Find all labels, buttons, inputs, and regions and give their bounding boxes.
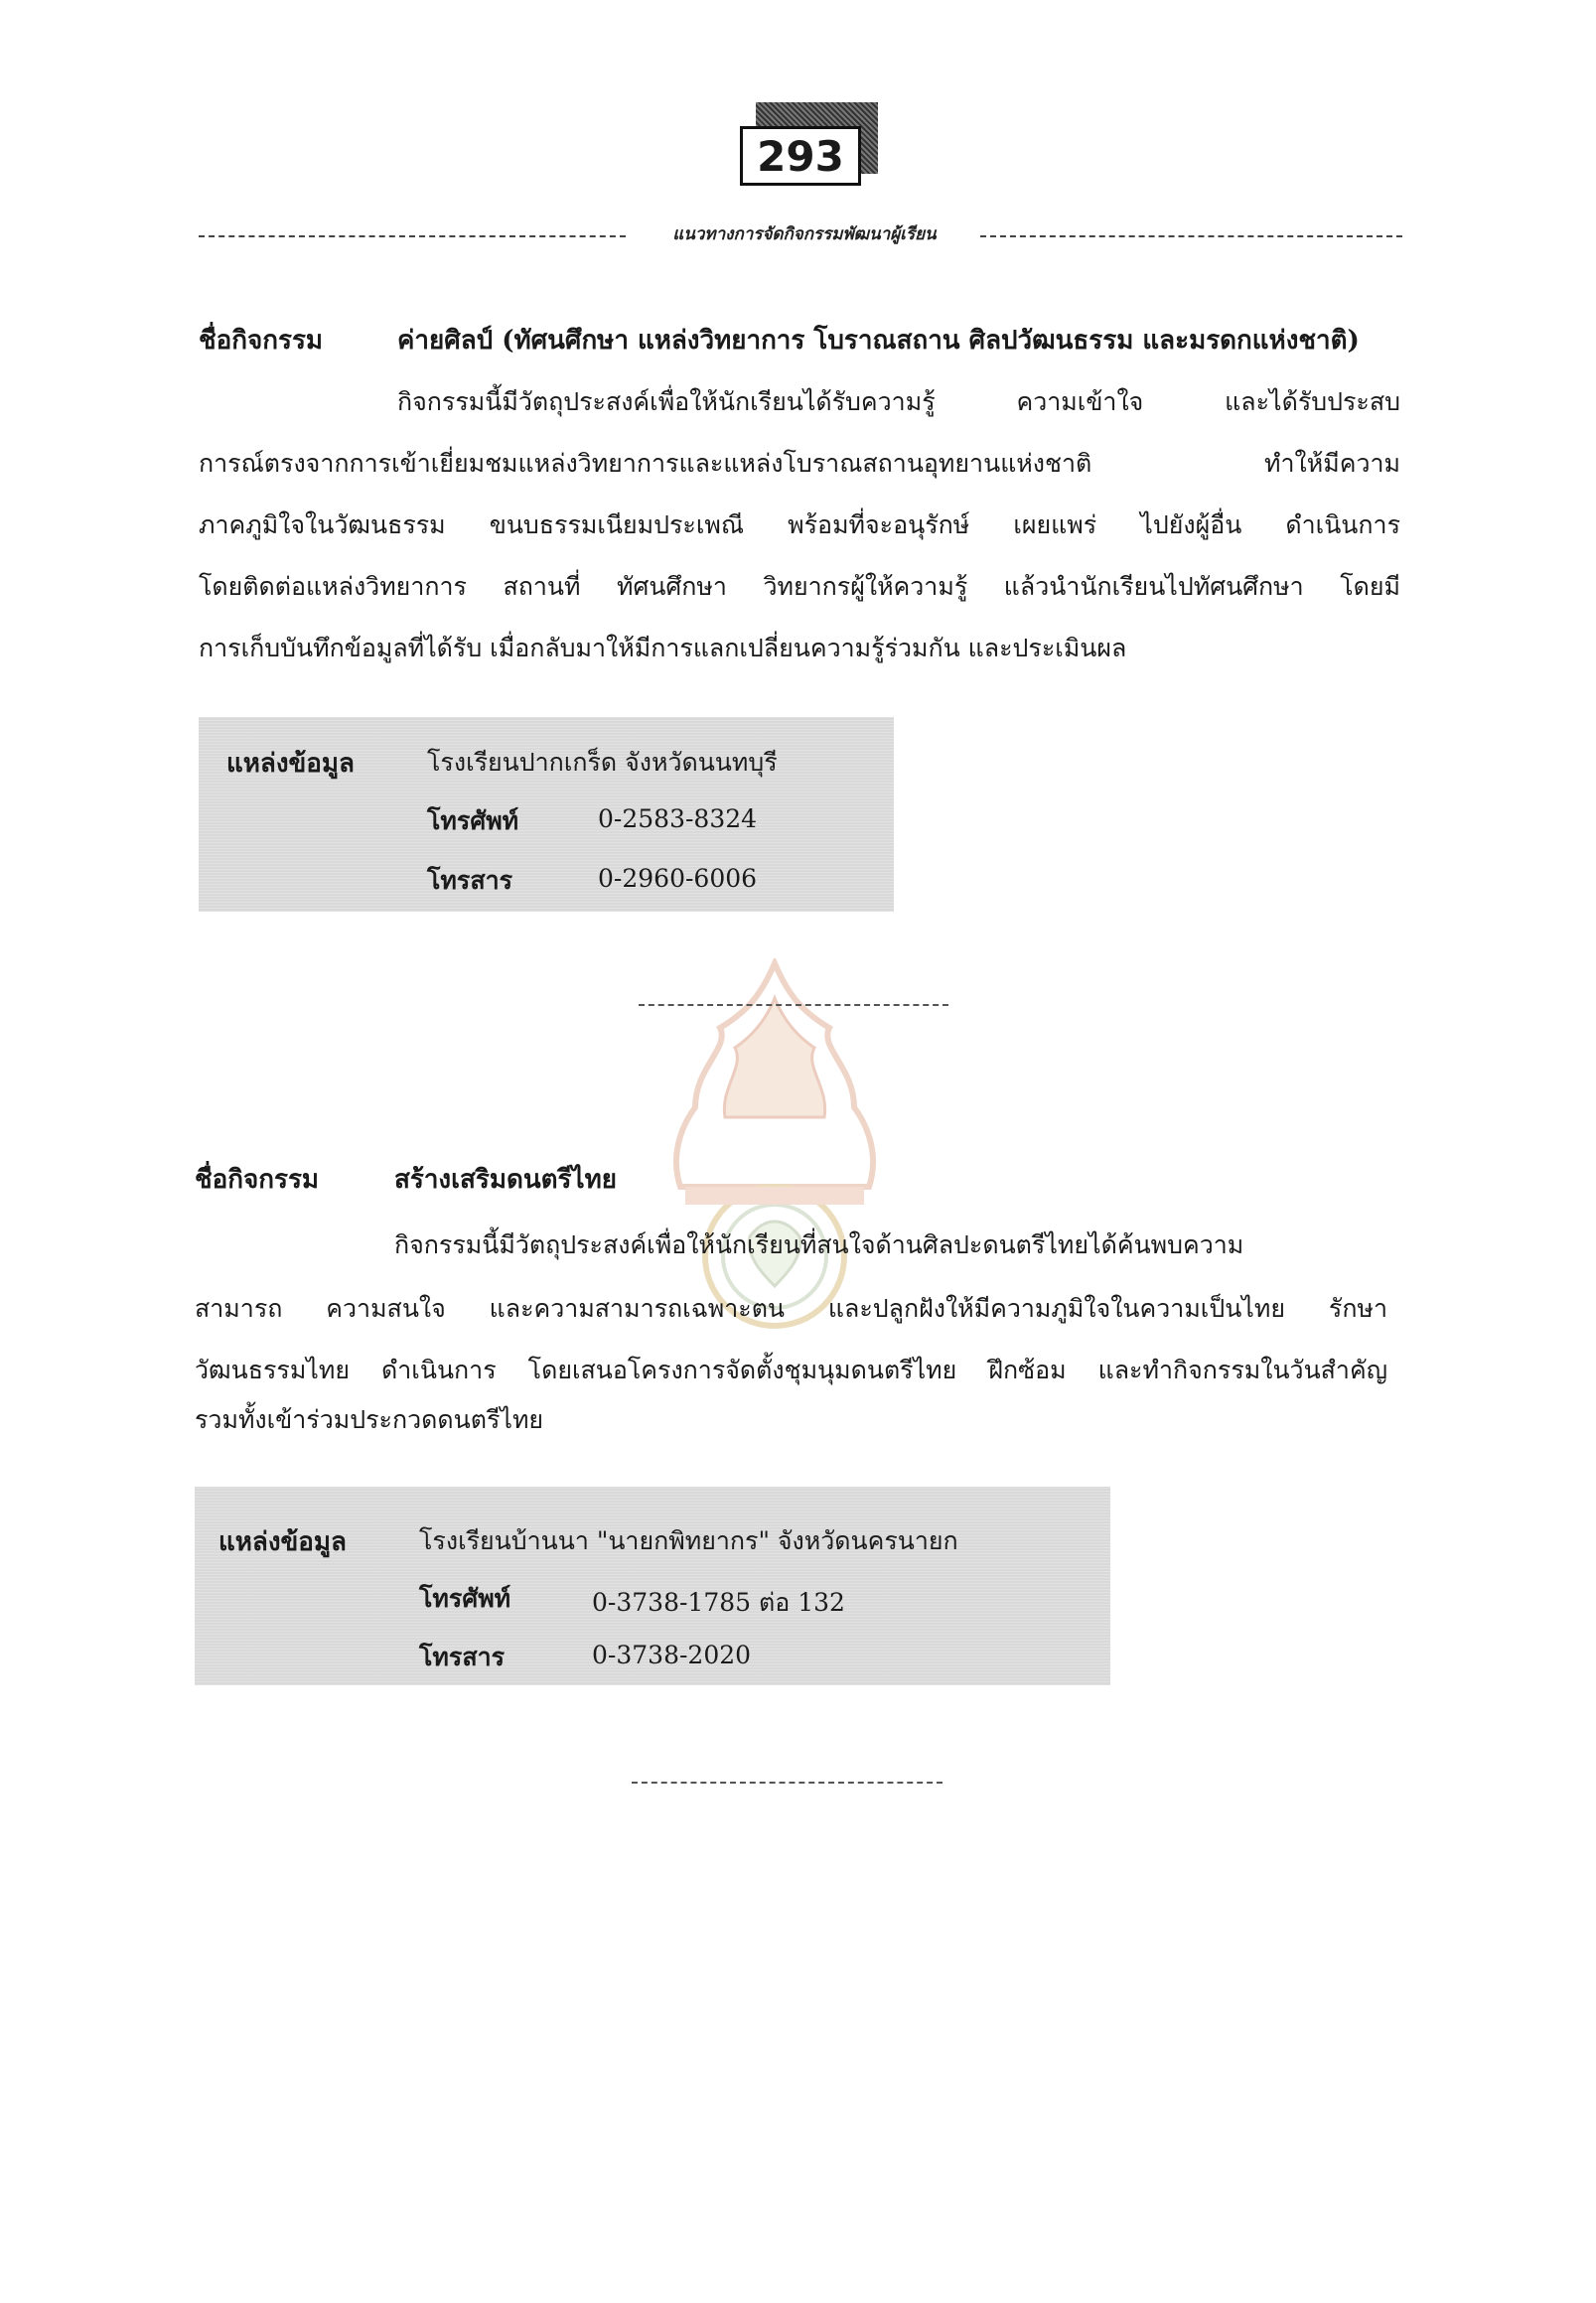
- activity-title: ค่ายศิลป์ (ทัศนศึกษา แหล่งวิทยาการ โบราณสถาน ศิลปวัฒนธรรม และมรดกแห่งชาติ): [397, 326, 1360, 356]
- paragraph-line: วัฒนธรรมไทย ดำเนินการ โดยเสนอโครงการจัดตั้งชุมนุมดนตรีไทย ฝึกซ้อม และทำกิจกรรมในวันสำคัญ: [195, 1356, 1387, 1384]
- section-separator: [639, 1004, 948, 1006]
- paragraph-line: โดยติดต่อแหล่งวิทยาการ สถานที่ ทัศนศึกษา วิทยากรผู้ให้ความรู้ แล้วนำนักเรียนไปทัศนศึกษา โดยมี: [199, 572, 1400, 601]
- header-rule-left: [199, 235, 626, 237]
- phone-label: โทรศัพท์: [419, 1584, 511, 1613]
- activity-name-label: ชื่อกิจกรรม: [199, 326, 324, 356]
- fax-label: โทรสาร: [419, 1643, 506, 1671]
- paragraph-line: กิจกรรมนี้มีวัตถุประสงค์เพื่อให้นักเรียนได้รับความรู้ ความเข้าใจ และได้รับประสบ: [397, 387, 1400, 416]
- source-school: โรงเรียนบ้านนา "นายกพิทยากร" จังหวัดนครนายก: [419, 1526, 958, 1555]
- paragraph-line: การณ์ตรงจากการเข้าเยี่ยมชมแหล่งวิทยาการและแหล่งโบราณสถานอุทยานแห่งชาติ ทำให้มีความ: [199, 449, 1400, 478]
- fax-number: 0-3738-2020: [592, 1641, 752, 1669]
- paragraph-line: กิจกรรมนี้มีวัตถุประสงค์เพื่อให้นักเรียนที่สนใจด้านศิลปะดนตรีไทยได้ค้นพบความ: [394, 1230, 1244, 1259]
- paragraph-line: รวมทั้งเข้าร่วมประกวดดนตรีไทย: [195, 1405, 544, 1434]
- phone-number: 0-3738-1785 ต่อ 132: [592, 1588, 845, 1617]
- page-number: 293: [740, 126, 861, 186]
- activity-title: สร้างเสริมดนตรีไทย: [394, 1165, 617, 1195]
- paragraph-line: ภาคภูมิใจในวัฒนธรรม ขนบธรรมเนียมประเพณี พร้อมที่จะอนุรักษ์ เผยแพร่ ไปยังผู้อื่น ดำเนินการ: [199, 510, 1400, 539]
- phone-label: โทรศัพท์: [427, 806, 519, 835]
- section-separator: [632, 1782, 943, 1784]
- paragraph-line: การเก็บบันทึกข้อมูลที่ได้รับ เมื่อกลับมาให้มีการแลกเปลี่ยนความรู้ร่วมกัน และประเมินผล: [199, 634, 1127, 662]
- source-label: แหล่งข้อมูล: [218, 1527, 347, 1557]
- source-school: โรงเรียนปากเกร็ด จังหวัดนนทบุรี: [427, 748, 778, 777]
- fax-number: 0-2960-6006: [598, 864, 758, 893]
- paragraph-line: สามารถ ความสนใจ และความสามารถเฉพาะตน และปลูกฝังให้มีความภูมิใจในความเป็นไทย รักษา: [195, 1294, 1387, 1323]
- phone-number: 0-2583-8324: [598, 804, 758, 833]
- fax-label: โทรสาร: [427, 866, 513, 895]
- header-rule-right: [980, 235, 1402, 237]
- activity-name-label: ชื่อกิจกรรม: [195, 1165, 320, 1195]
- source-label: แหล่งข้อมูล: [226, 749, 355, 779]
- ministry-emblem-icon: [655, 958, 894, 1336]
- running-head: แนวทางการจัดกิจกรรมพัฒนาผู้เรียน: [672, 224, 937, 244]
